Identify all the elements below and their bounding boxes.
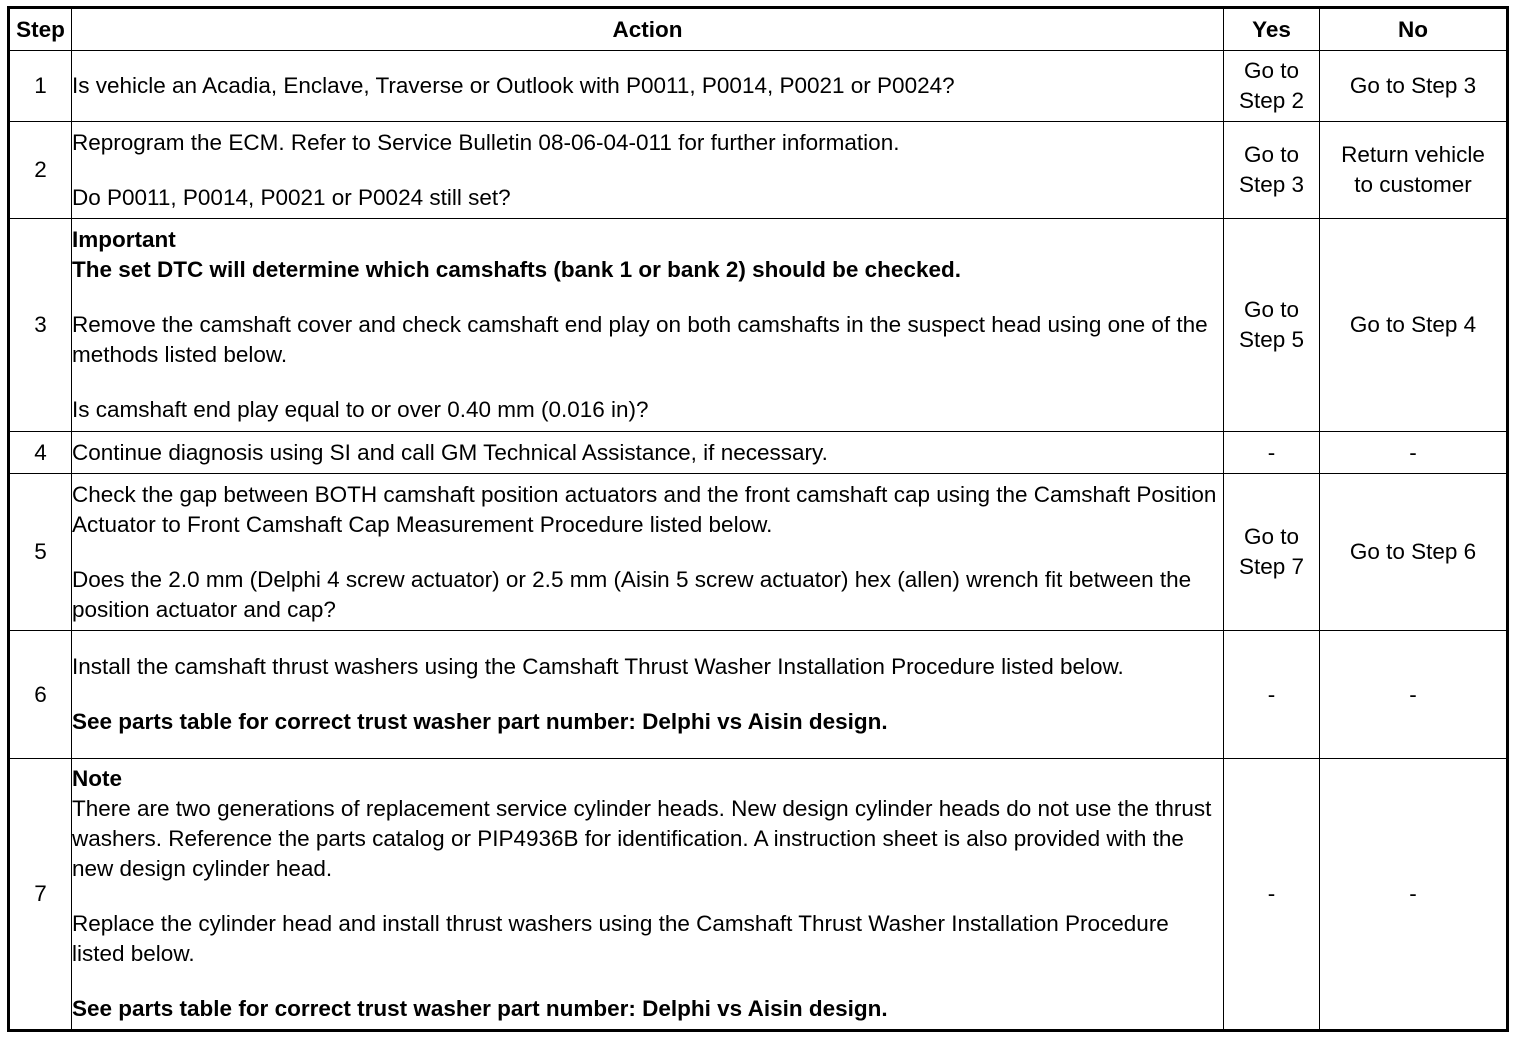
no-line: to customer — [1354, 172, 1472, 197]
step-number: 1 — [9, 51, 72, 122]
yes-line: Step 3 — [1238, 172, 1305, 197]
yes-line: Step 2 — [1238, 88, 1305, 113]
no-cell — [1320, 474, 1508, 631]
no-cell: - — [1320, 432, 1508, 474]
important-block — [72, 225, 1223, 285]
yes-line: Step 7 — [1238, 554, 1305, 579]
action-cell — [72, 122, 1224, 219]
table-row — [9, 474, 1508, 631]
header-row — [9, 8, 1508, 51]
header-action: Action — [72, 8, 1224, 51]
important-label: Important — [72, 227, 176, 252]
yes-cell: - — [1224, 759, 1320, 1031]
note-text: There are two generations of replacement service cylinder heads. New design cylinder heads do not use the thrust washers. Reference the parts catalog or PIP4936B for identification. A instruction sheet is also provided with the new design cylinder head. — [72, 796, 1212, 881]
parts-note: See parts table for correct trust washer part number: Delphi vs Aisin design. — [72, 709, 888, 734]
no-line: Go to Step 3 — [1349, 73, 1477, 98]
yes-cell: - — [1224, 631, 1320, 759]
action-text: Do P0011, P0014, P0021 or P0024 still set? — [72, 184, 511, 210]
yes-line: Step 5 — [1238, 327, 1305, 352]
no-line: Go to Step 4 — [1349, 312, 1477, 337]
table-row — [9, 631, 1508, 759]
step-number: 3 — [9, 219, 72, 432]
no-cell — [1320, 122, 1508, 219]
important-text: The set DTC will determine which camshafts (bank 1 or bank 2) should be checked. — [72, 257, 961, 282]
no-cell: - — [1320, 759, 1508, 1031]
yes-cell — [1224, 474, 1320, 631]
yes-cell — [1224, 51, 1320, 122]
action-text: Reprogram the ECM. Refer to Service Bulletin 08-06-04-011 for further information. — [72, 129, 900, 155]
step-number: 5 — [9, 474, 72, 631]
step-number: 2 — [9, 122, 72, 219]
action-text: Is camshaft end play equal to or over 0.40 mm (0.016 in)? — [72, 397, 649, 422]
no-cell: - — [1320, 631, 1508, 759]
action-cell — [72, 432, 1224, 474]
step-number: 7 — [9, 759, 72, 1031]
no-line: Return vehicle — [1341, 142, 1485, 167]
yes-line: Go to — [1243, 142, 1300, 167]
action-text: Remove the camshaft cover and check camshaft end play on both camshafts in the suspect head using one of the methods listed below. — [72, 312, 1208, 367]
note-block — [72, 764, 1223, 884]
table-row — [9, 219, 1508, 432]
action-text: Is vehicle an Acadia, Enclave, Traverse or Outlook with P0011, P0014, P0021 or P0024? — [72, 73, 955, 98]
action-cell — [72, 759, 1224, 1031]
table-row — [9, 759, 1508, 1031]
action-text: Install the camshaft thrust washers using the Camshaft Thrust Washer Installation Procedure listed below. — [72, 654, 1124, 679]
table-row — [9, 122, 1508, 219]
action-text: Replace the cylinder head and install thrust washers using the Camshaft Thrust Washer Installation Procedure listed below. — [72, 911, 1169, 966]
step-number: 6 — [9, 631, 72, 759]
yes-line: Go to — [1243, 524, 1300, 549]
action-text: Continue diagnosis using SI and call GM Technical Assistance, if necessary. — [72, 439, 828, 465]
no-line: Go to Step 6 — [1349, 539, 1477, 564]
yes-cell: - — [1224, 432, 1320, 474]
no-cell — [1320, 51, 1508, 122]
table-row — [9, 51, 1508, 122]
diagnostic-table — [7, 6, 1509, 1032]
action-cell — [72, 631, 1224, 759]
yes-line: Go to — [1243, 58, 1300, 83]
yes-cell — [1224, 122, 1320, 219]
parts-note: See parts table for correct trust washer part number: Delphi vs Aisin design. — [72, 996, 888, 1021]
action-text: Check the gap between BOTH camshaft position actuators and the front camshaft cap using the Camshaft Position Actuator to Front Camshaft Cap Measurement Procedure listed below. — [72, 481, 1217, 537]
header-no: No — [1320, 8, 1508, 51]
action-cell — [72, 474, 1224, 631]
action-cell — [72, 51, 1224, 122]
yes-line: Go to — [1243, 297, 1300, 322]
action-cell — [72, 219, 1224, 432]
header-yes: Yes — [1224, 8, 1320, 51]
table-row — [9, 432, 1508, 474]
no-cell — [1320, 219, 1508, 432]
step-number: 4 — [9, 432, 72, 474]
action-text: Does the 2.0 mm (Delphi 4 screw actuator) or 2.5 mm (Aisin 5 screw actuator) hex (allen) wrench fit between the position actuator and cap? — [72, 566, 1192, 622]
header-step: Step — [9, 8, 72, 51]
yes-cell — [1224, 219, 1320, 432]
note-label: Note — [72, 766, 122, 791]
